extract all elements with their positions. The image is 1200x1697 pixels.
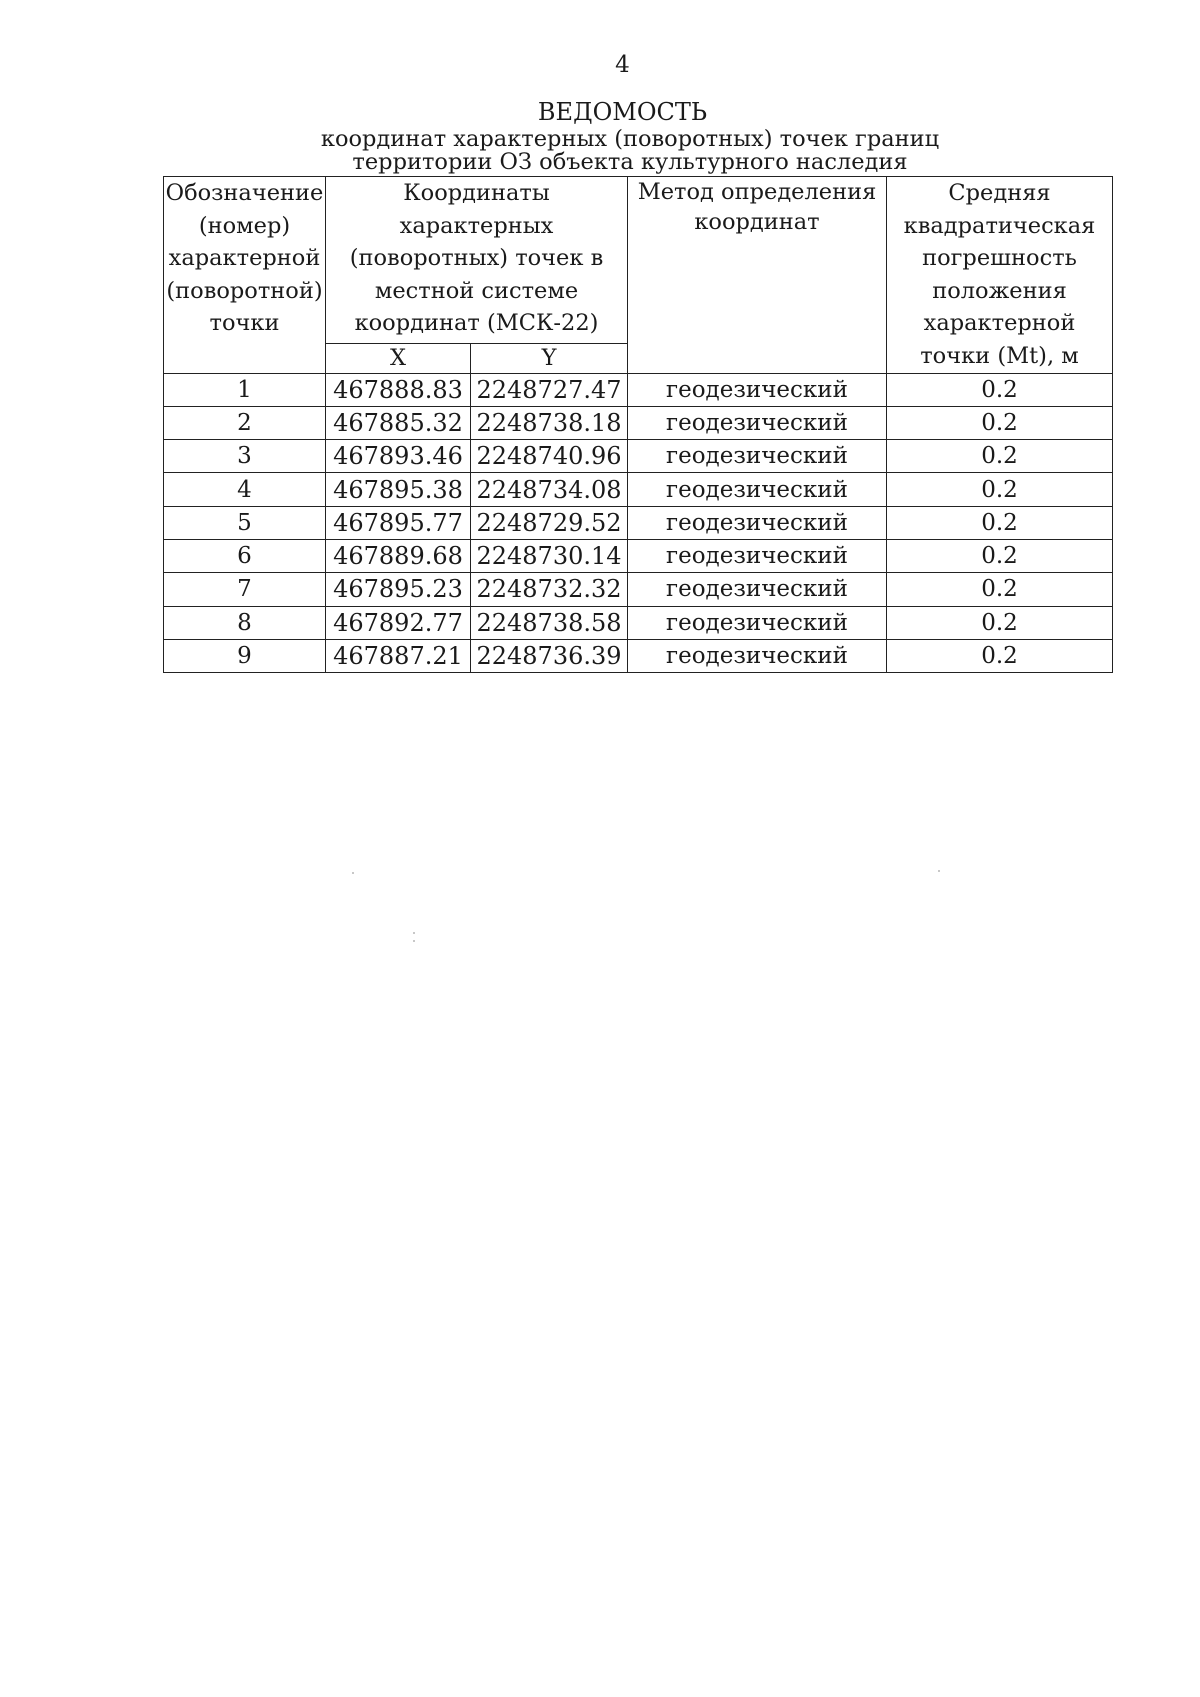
- header-coordinates-line: Координаты: [403, 180, 550, 206]
- coordinate-y: 2248727.47: [471, 373, 628, 406]
- point-number: 8: [164, 606, 326, 639]
- header-error-line: квадратическая: [903, 212, 1096, 239]
- point-number: 2: [164, 406, 326, 439]
- error-mt: 0.2: [887, 573, 1113, 606]
- header-y: Y: [471, 343, 628, 373]
- table-row: [164, 473, 1113, 506]
- header-row: [164, 177, 1113, 344]
- coordinate-y: 2248736.39: [471, 639, 628, 672]
- coordinate-x: 467892.77: [326, 606, 471, 639]
- coordinate-y: 2248738.18: [471, 406, 628, 439]
- coordinate-y: 2248730.14: [471, 540, 628, 573]
- method: геодезический: [628, 406, 887, 439]
- header-method: [628, 177, 887, 374]
- header-error-line: Средняя: [948, 180, 1051, 206]
- method: геодезический: [628, 573, 887, 606]
- coordinate-x: 467887.21: [326, 639, 471, 672]
- scan-speck: [413, 932, 415, 934]
- header-error-line: точки (Mt), м: [920, 342, 1079, 369]
- error-mt: 0.2: [887, 540, 1113, 573]
- header-coordinates-line: местной системе: [374, 277, 579, 304]
- header-coordinates-line: характерных: [399, 212, 554, 239]
- header-error: [887, 177, 1113, 374]
- document-subtitle-line-2: территории ОЗ объекта культурного наследия: [352, 149, 908, 175]
- header-x: X: [326, 343, 471, 373]
- error-mt: 0.2: [887, 506, 1113, 539]
- page-number: 4: [615, 52, 630, 78]
- error-mt: 0.2: [887, 639, 1113, 672]
- header-coordinates-line: координат (МСК-22): [354, 310, 599, 336]
- header-coordinates: [326, 177, 628, 344]
- header-designation-line: Обозначение: [165, 180, 324, 206]
- table-row: [164, 440, 1113, 473]
- method: геодезический: [628, 540, 887, 573]
- table-row: [164, 506, 1113, 539]
- scan-speck: [352, 872, 354, 874]
- table-row: [164, 573, 1113, 606]
- point-number: 4: [164, 473, 326, 506]
- header-error-line: положения: [932, 277, 1067, 304]
- coordinate-x: 467895.38: [326, 473, 471, 506]
- point-number: 3: [164, 440, 326, 473]
- table-row: [164, 639, 1113, 672]
- coordinate-y: 2248732.32: [471, 573, 628, 606]
- coordinate-y: 2248734.08: [471, 473, 628, 506]
- point-number: 6: [164, 540, 326, 573]
- header-error-line: погрешность: [922, 245, 1077, 272]
- point-number: 9: [164, 639, 326, 672]
- method: геодезический: [628, 473, 887, 506]
- coordinate-y: 2248740.96: [471, 440, 628, 473]
- header-method-line: Метод определения: [637, 179, 877, 205]
- scan-speck: [413, 940, 415, 942]
- coordinates-table: [163, 176, 1113, 673]
- error-mt: 0.2: [887, 440, 1113, 473]
- point-number: 5: [164, 506, 326, 539]
- table-row: [164, 540, 1113, 573]
- method: геодезический: [628, 639, 887, 672]
- error-mt: 0.2: [887, 606, 1113, 639]
- coordinate-x: 467893.46: [326, 440, 471, 473]
- coordinate-x: 467895.77: [326, 506, 471, 539]
- header-designation-line: характерной: [168, 245, 321, 271]
- method: геодезический: [628, 440, 887, 473]
- coordinate-x: 467895.23: [326, 573, 471, 606]
- document-subtitle-line-1: координат характерных (поворотных) точек границ: [320, 126, 940, 152]
- table-row: [164, 406, 1113, 439]
- header-designation-line: (номер): [198, 212, 291, 239]
- point-number: 1: [164, 373, 326, 406]
- method: геодезический: [628, 606, 887, 639]
- coordinate-y: 2248729.52: [471, 506, 628, 539]
- header-error-line: характерной: [923, 310, 1076, 337]
- point-number: 7: [164, 573, 326, 606]
- table-row: [164, 373, 1113, 406]
- coordinate-x: 467889.68: [326, 540, 471, 573]
- error-mt: 0.2: [887, 373, 1113, 406]
- header-method-line: координат: [694, 209, 820, 235]
- coordinate-x: 467885.32: [326, 406, 471, 439]
- table-row: [164, 606, 1113, 639]
- header-designation-line: точки: [209, 310, 280, 336]
- header-designation-line: (поворотной): [166, 277, 323, 304]
- method: геодезический: [628, 506, 887, 539]
- coordinate-x: 467888.83: [326, 373, 471, 406]
- coordinate-y: 2248738.58: [471, 606, 628, 639]
- header-designation: [164, 177, 326, 374]
- header-coordinates-line: (поворотных) точек в: [349, 245, 604, 271]
- error-mt: 0.2: [887, 406, 1113, 439]
- scan-speck: [938, 870, 940, 872]
- method: геодезический: [628, 373, 887, 406]
- document-title: ВЕДОМОСТЬ: [537, 98, 708, 126]
- error-mt: 0.2: [887, 473, 1113, 506]
